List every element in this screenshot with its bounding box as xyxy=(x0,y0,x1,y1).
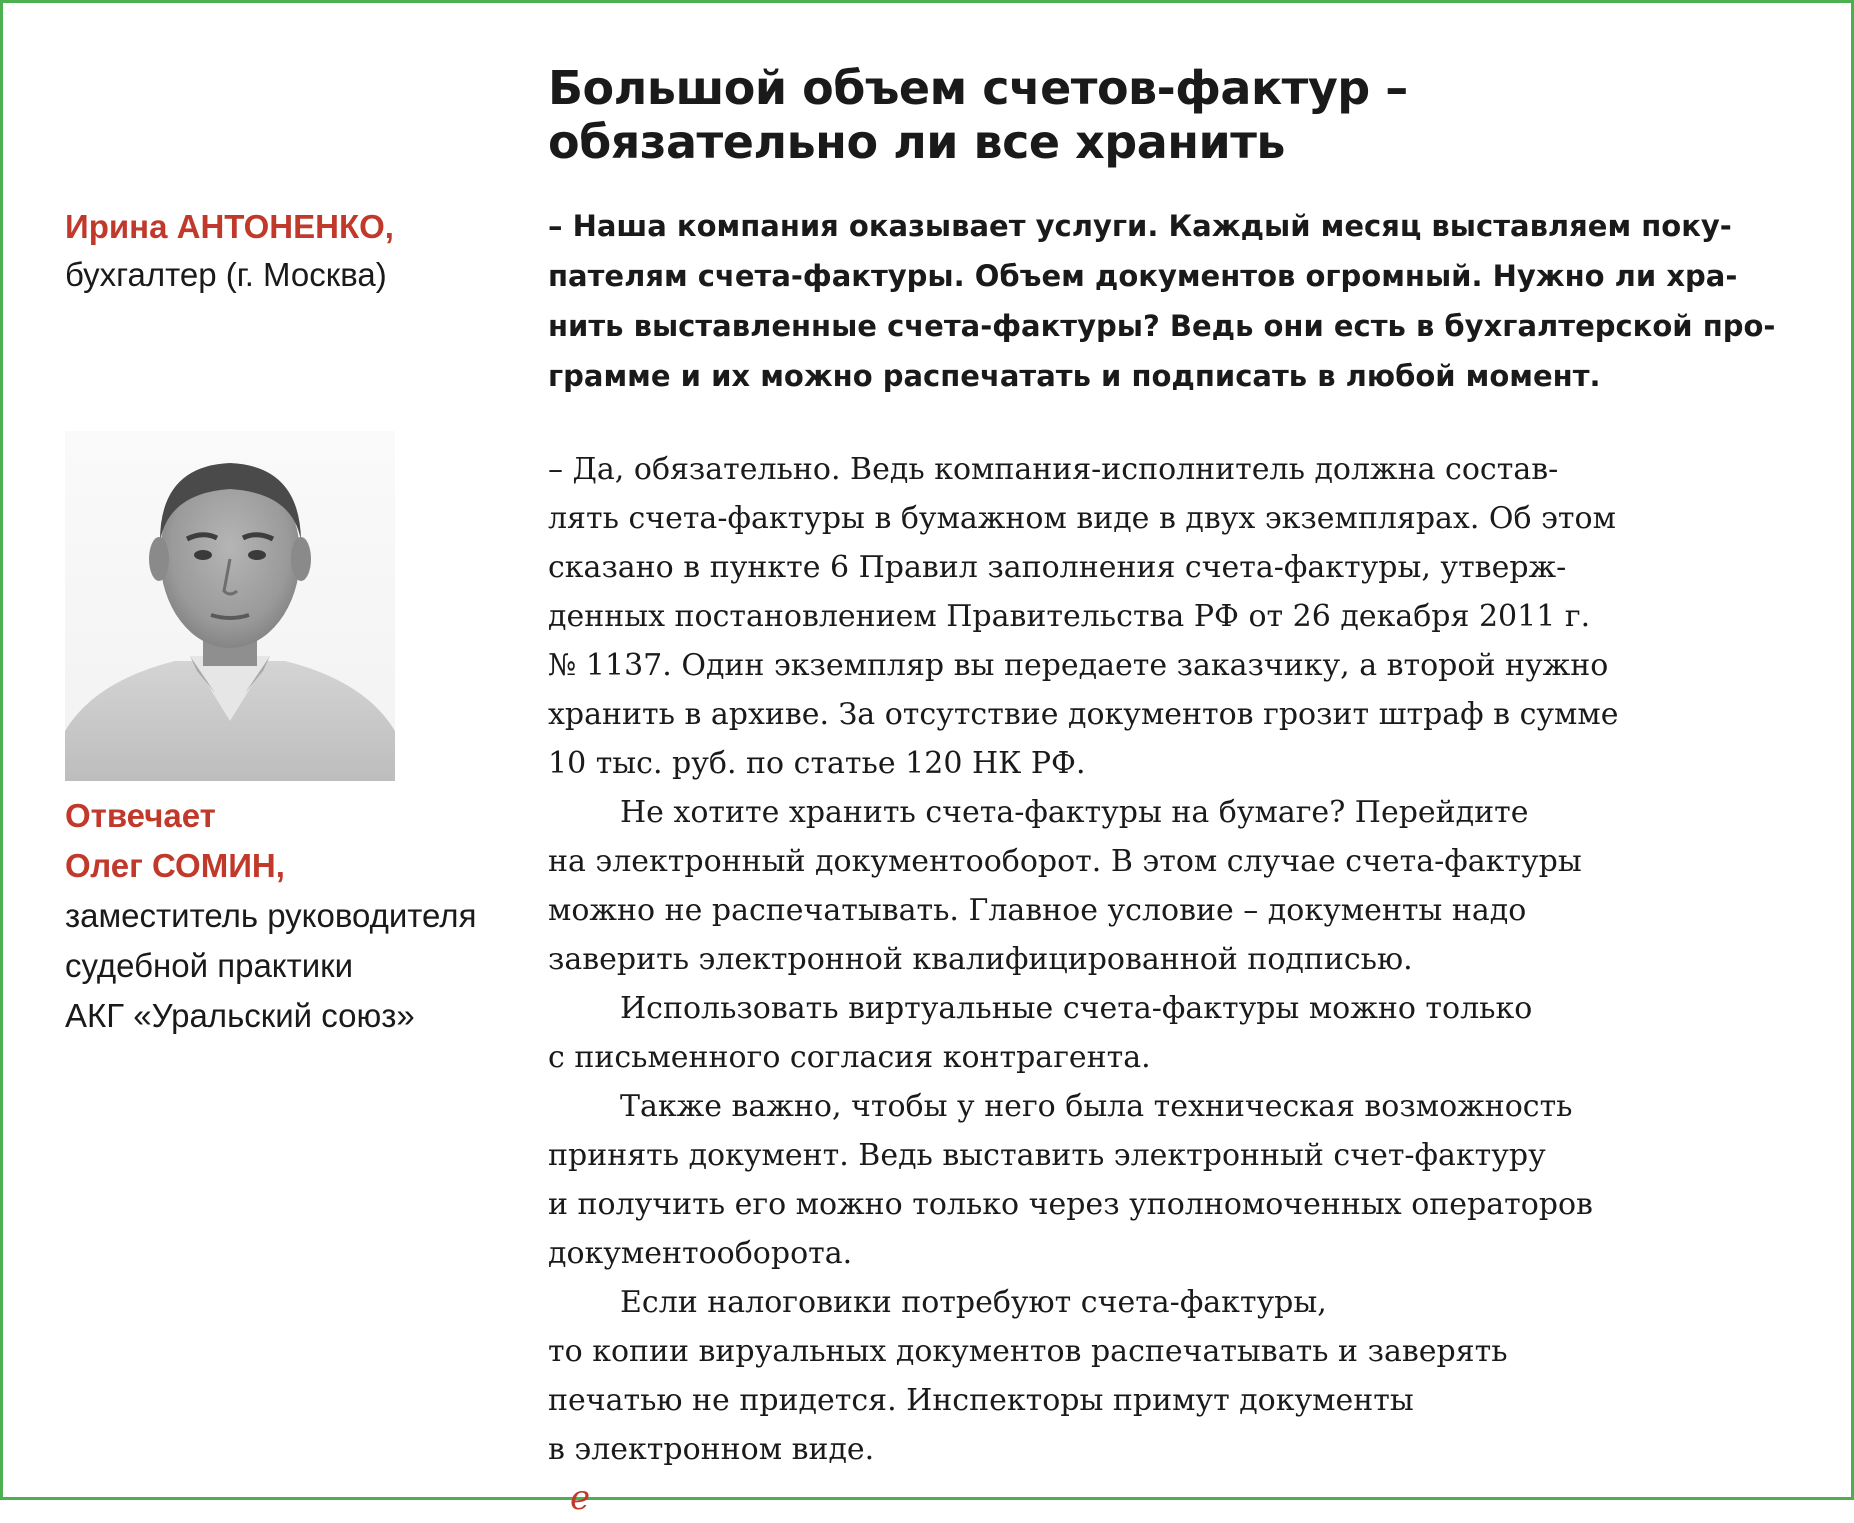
question-line: грамме и их можно распечатать и подписать в любой момент. xyxy=(548,359,1601,393)
answer-line: Использовать виртуальные счета-фактуры можно только xyxy=(620,991,1533,1026)
answer-line: с письменного согласия контрагента. xyxy=(548,1040,1151,1075)
title-line: обязательно ли все хранить xyxy=(548,115,1285,169)
answer-text xyxy=(548,445,1808,1523)
answer-line: хранить в архиве. За отсутствие документов грозит штраф в сумме xyxy=(548,697,1619,732)
question-line: – Наша компания оказывает услуги. Каждый месяц выставляем поку- xyxy=(548,209,1732,243)
answer-line: 10 тыс. руб. по статье 120 НК РФ. xyxy=(548,746,1086,781)
answer-line: на электронный документооборот. В этом случае счета-фактуры xyxy=(548,844,1582,879)
question-line: нить выставленные счета-фактуры? Ведь они есть в бухгалтерской про- xyxy=(548,309,1776,343)
respondent-photo xyxy=(65,431,395,781)
asker-block xyxy=(65,203,394,299)
answer-line: заверить электронной квалифицированной подписью. xyxy=(548,942,1413,977)
respondent-role-line: заместитель руководителя xyxy=(65,897,477,934)
answer-line: лять счета-фактуры в бумажном виде в двух экземплярах. Об этом xyxy=(548,501,1616,536)
respondent-role-line: судебной практики xyxy=(65,947,354,984)
end-mark-icon: e xyxy=(570,1478,591,1518)
question-text xyxy=(548,201,1808,401)
asker-name: Ирина АНТОНЕНКО, xyxy=(65,208,394,245)
answer-line: денных постановлением Правительства РФ от 26 декабря 2011 г. xyxy=(548,599,1591,634)
answer-line: Если налоговики потребуют счета-фактуры, xyxy=(620,1285,1327,1320)
portrait-image xyxy=(65,431,395,781)
answer-line: и получить его можно только через уполномоченных операторов xyxy=(548,1187,1593,1222)
answer-line: № 1137. Один экземпляр вы передаете заказчику, а второй нужно xyxy=(548,648,1609,683)
answer-line: Также важно, чтобы у него была техническая возможность xyxy=(620,1089,1573,1124)
respondent-role-line: АКГ «Уральский союз» xyxy=(65,997,415,1034)
answer-line: можно не распечатывать. Главное условие – документы надо xyxy=(548,893,1527,928)
answer-line: то копии вируальных документов распечатывать и заверять xyxy=(548,1334,1508,1369)
answer-line: – Да, обязательно. Ведь компания-исполнитель должна состав- xyxy=(548,452,1559,487)
answer-line: печатью не придется. Инспекторы примут документы xyxy=(548,1383,1414,1418)
respondent-name: Олег СОМИН, xyxy=(65,847,285,884)
question-line: пателям счета-фактуры. Объем документов огромный. Нужно ли хра- xyxy=(548,259,1738,293)
answer-line: документооборота. xyxy=(548,1236,853,1271)
asker-role: бухгалтер (г. Москва) xyxy=(65,256,387,293)
respondent-block xyxy=(65,791,476,1041)
answer-line: в электронном виде. xyxy=(548,1432,875,1467)
answer-line: Не хотите хранить счета-фактуры на бумаге? Перейдите xyxy=(620,795,1529,830)
answer-line: принять документ. Ведь выставить электронный счет-фактуру xyxy=(548,1138,1546,1173)
title-line: Большой объем счетов-фактур – xyxy=(548,61,1408,115)
answer-last-line xyxy=(548,1425,1808,1523)
respondent-intro: Отвечает xyxy=(65,797,216,834)
answer-line: сказано в пункте 6 Правил заполнения счета-фактуры, утверж- xyxy=(548,550,1567,585)
article-title xyxy=(548,61,1798,169)
